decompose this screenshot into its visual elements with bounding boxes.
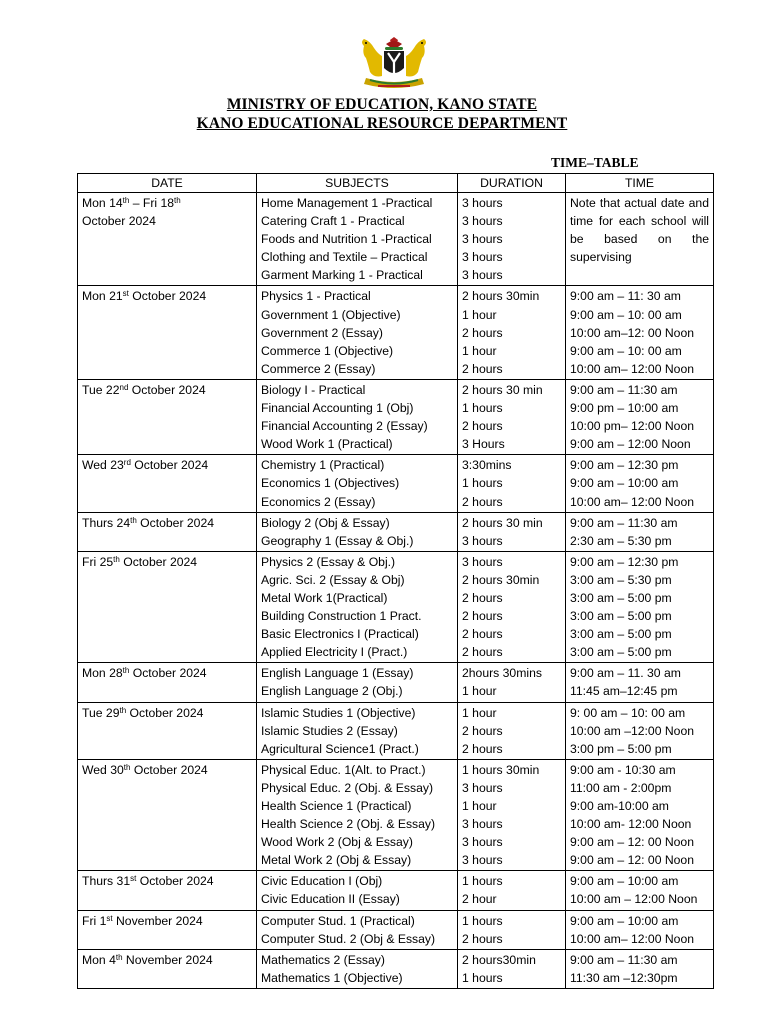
duration-entry: 2 hours bbox=[462, 361, 503, 376]
column-header-subjects: SUBJECTS bbox=[257, 174, 458, 193]
time-cell bbox=[566, 910, 714, 949]
duration-cell bbox=[458, 551, 566, 663]
subjects-cell bbox=[257, 379, 458, 454]
duration-entry: 2 hour bbox=[462, 892, 497, 907]
duration-entry: 2 hours bbox=[462, 645, 503, 660]
subjects-cell bbox=[257, 193, 458, 286]
time-cell bbox=[566, 759, 714, 871]
time-entry: 9:00 am – 12: 00 Noon bbox=[570, 835, 694, 850]
subject-entry: Computer Stud. 1 (Practical) bbox=[261, 913, 415, 928]
time-cell bbox=[566, 379, 714, 454]
date-text: Tue 22 bbox=[82, 382, 120, 397]
time-entry: 11:30 am –12:30pm bbox=[570, 970, 678, 985]
duration-entry: 1 hour bbox=[462, 307, 497, 322]
subject-entry: English Language 2 (Obj.) bbox=[261, 684, 403, 699]
duration-entry: 1 hour bbox=[462, 705, 497, 720]
subjects-cell bbox=[257, 759, 458, 871]
duration-cell bbox=[458, 759, 566, 871]
duration-entry: 3 hours bbox=[462, 817, 503, 832]
duration-entry: 2 hours bbox=[462, 419, 503, 434]
date-text: October 2024 bbox=[130, 458, 209, 473]
subjects-cell bbox=[257, 512, 458, 551]
subjects-cell bbox=[257, 949, 458, 988]
subject-entry: Agricultural Science1 (Pract.) bbox=[261, 741, 419, 756]
time-entry: 10:00 am–12: 00 Noon bbox=[570, 325, 694, 340]
date-text: October 2024 bbox=[136, 515, 215, 530]
duration-entry: 2 hours bbox=[462, 609, 503, 624]
subjects-cell bbox=[257, 871, 458, 910]
time-entry: 10:00 am– 12:00 Noon bbox=[570, 494, 694, 509]
date-cell bbox=[78, 455, 257, 512]
date-cell bbox=[78, 910, 257, 949]
table-header-row bbox=[78, 174, 714, 193]
time-cell bbox=[566, 512, 714, 551]
table-row bbox=[78, 702, 714, 759]
duration-cell bbox=[458, 702, 566, 759]
time-entry: 9:00 am-10:00 am bbox=[570, 799, 669, 813]
date-text: October 2024 bbox=[136, 874, 214, 889]
time-entry: 10:00 pm– 12:00 Noon bbox=[570, 419, 694, 434]
subject-entry: Clothing and Textile – Practical bbox=[261, 250, 428, 265]
date-ordinal-suffix: st bbox=[106, 913, 113, 923]
duration-entry: 3 hours bbox=[462, 214, 503, 229]
duration-cell bbox=[458, 512, 566, 551]
duration-entry: 2 hours 30min bbox=[462, 289, 540, 304]
date-text: Mon 28 bbox=[82, 666, 123, 681]
time-entry: 3:00 am – 5:00 pm bbox=[570, 627, 672, 642]
date-text: Mon 14 bbox=[82, 196, 123, 210]
time-entry: 9:00 pm – 10:00 am bbox=[570, 401, 679, 416]
date-cell bbox=[78, 193, 257, 286]
time-entry: 9:00 am – 10:00 am bbox=[570, 874, 679, 889]
subject-entry: Biology I - Practical bbox=[261, 382, 366, 397]
duration-entry: 2 hours30min bbox=[462, 952, 536, 967]
time-entry: 11:45 am–12:45 pm bbox=[570, 684, 678, 699]
duration-entry: 1 hours bbox=[462, 913, 503, 928]
time-entry: 10:00 am – 12:00 Noon bbox=[570, 892, 698, 907]
subject-entry: Home Management 1 -Practical bbox=[261, 196, 433, 210]
duration-cell bbox=[458, 949, 566, 988]
duration-entry: 2 hours bbox=[462, 627, 503, 642]
subject-entry: Civic Education I (Obj) bbox=[261, 874, 383, 889]
subject-entry: Computer Stud. 2 (Obj & Essay) bbox=[261, 931, 436, 946]
subject-entry: Building Construction 1 Pract. bbox=[261, 609, 422, 624]
date-text: Wed 23 bbox=[82, 458, 124, 473]
time-entry: 11:00 am - 2:00pm bbox=[570, 780, 672, 795]
date-text: October 2024 bbox=[129, 666, 207, 681]
date-text: Tue 29 bbox=[82, 705, 120, 720]
table-row bbox=[78, 512, 714, 551]
subjects-cell bbox=[257, 663, 458, 702]
duration-entry: 3 hours bbox=[462, 533, 503, 548]
time-entry: 10:00 am- 12:00 Noon bbox=[570, 817, 692, 832]
date-text: October 2024 bbox=[82, 214, 156, 229]
supervision-note: Note that actual date and time for each school will be based on the supervising bbox=[570, 196, 709, 265]
duration-entry: 2 hours bbox=[462, 325, 503, 340]
duration-entry: 2 hours 30 min bbox=[462, 382, 543, 397]
table-row bbox=[78, 286, 714, 379]
table-row bbox=[78, 551, 714, 663]
date-ordinal-suffix: th bbox=[122, 196, 130, 205]
date-text: Mon 4 bbox=[82, 952, 116, 967]
duration-entry: 1 hours bbox=[462, 401, 503, 416]
subject-entry: Geography 1 (Essay & Obj.) bbox=[261, 533, 414, 548]
duration-entry: 1 hours bbox=[462, 476, 503, 491]
time-entry: 3:00 am – 5:00 pm bbox=[570, 609, 672, 624]
subject-entry: English Language 1 (Essay) bbox=[261, 666, 414, 681]
table-row bbox=[78, 663, 714, 702]
subject-entry: Civic Education II (Essay) bbox=[261, 892, 400, 907]
subject-entry: Biology 2 (Obj & Essay) bbox=[261, 515, 390, 530]
subject-entry: Government 2 (Essay) bbox=[261, 325, 383, 340]
column-header-duration: DURATION bbox=[458, 174, 566, 193]
time-entry: 9: 00 am – 10: 00 am bbox=[570, 705, 686, 720]
duration-cell bbox=[458, 379, 566, 454]
date-text: Thurs 31 bbox=[82, 874, 131, 889]
time-entry: 3:00 am – 5:00 pm bbox=[570, 645, 672, 660]
subject-entry: Metal Work 2 (Obj & Essay) bbox=[261, 853, 412, 868]
time-entry: 3:00 am – 5:00 pm bbox=[570, 590, 672, 605]
time-cell bbox=[566, 702, 714, 759]
date-text: October 2024 bbox=[128, 289, 207, 304]
subject-entry: Islamic Studies 2 (Essay) bbox=[261, 723, 398, 738]
duration-cell bbox=[458, 455, 566, 512]
time-entry: 10:00 am– 12:00 Noon bbox=[570, 361, 694, 376]
date-ordinal-suffix: th bbox=[123, 762, 131, 772]
duration-entry: 2hours 30mins bbox=[462, 666, 542, 681]
time-entry: 9:00 am – 12:00 Noon bbox=[570, 437, 691, 452]
subject-entry: Financial Accounting 1 (Obj) bbox=[261, 401, 414, 416]
date-ordinal-suffix: th bbox=[119, 705, 127, 715]
duration-entry: 1 hour bbox=[462, 799, 497, 813]
subject-entry: Metal Work 1(Practical) bbox=[261, 590, 388, 605]
date-cell bbox=[78, 702, 257, 759]
time-cell bbox=[566, 949, 714, 988]
date-text: October 2024 bbox=[119, 554, 198, 569]
time-cell bbox=[566, 455, 714, 512]
subject-entry: Commerce 2 (Essay) bbox=[261, 361, 376, 376]
subjects-cell bbox=[257, 551, 458, 663]
time-entry: 10:00 am– 12:00 Noon bbox=[570, 931, 694, 946]
table-row bbox=[78, 759, 714, 871]
date-text: October 2024 bbox=[126, 705, 204, 720]
duration-cell bbox=[458, 871, 566, 910]
date-text: Mon 21 bbox=[82, 289, 123, 304]
subject-entry: Health Science 2 (Obj. & Essay) bbox=[261, 817, 436, 832]
subject-entry: Mathematics 2 (Essay) bbox=[261, 952, 385, 967]
date-cell bbox=[78, 759, 257, 871]
coat-of-arms-emblem bbox=[352, 36, 436, 92]
date-cell bbox=[78, 663, 257, 702]
time-entry: 9:00 am – 12:30 pm bbox=[570, 554, 679, 569]
date-text: November 2024 bbox=[122, 952, 213, 967]
subject-entry: Financial Accounting 2 (Essay) bbox=[261, 419, 428, 434]
duration-cell bbox=[458, 663, 566, 702]
time-entry: 9:00 am – 12:30 pm bbox=[570, 458, 679, 473]
duration-entry: 1 hours bbox=[462, 874, 503, 889]
duration-entry: 2 hours bbox=[462, 590, 503, 605]
time-entry: 9:00 am – 10:00 am bbox=[570, 913, 679, 928]
duration-entry: 1 hours 30min bbox=[462, 762, 540, 777]
subject-entry: Economics 1 (Objectives) bbox=[261, 476, 400, 491]
date-ordinal-suffix: th bbox=[113, 554, 120, 564]
date-cell bbox=[78, 379, 257, 454]
time-entry: 9:00 am – 10: 00 am bbox=[570, 307, 682, 322]
time-entry: 3:00 am – 5:30 pm bbox=[570, 572, 672, 587]
column-header-date: DATE bbox=[78, 174, 257, 193]
subject-entry: Wood Work 2 (Obj & Essay) bbox=[261, 835, 413, 850]
time-cell bbox=[566, 286, 714, 379]
subjects-cell bbox=[257, 286, 458, 379]
table-row bbox=[78, 910, 714, 949]
subject-entry: Government 1 (Objective) bbox=[261, 307, 401, 322]
time-cell bbox=[566, 551, 714, 663]
duration-entry: 3 hours bbox=[462, 554, 503, 569]
subject-entry: Garment Marking 1 - Practical bbox=[261, 268, 423, 283]
date-ordinal-suffix: rd bbox=[123, 458, 131, 468]
table-row bbox=[78, 379, 714, 454]
date-ordinal-suffix: th bbox=[174, 196, 181, 205]
time-entry: 9:00 am – 11:30 am bbox=[570, 515, 678, 530]
subject-entry: Wood Work 1 (Practical) bbox=[261, 437, 393, 452]
duration-entry: 3 hours bbox=[462, 232, 503, 247]
date-cell bbox=[78, 512, 257, 551]
subject-entry: Economics 2 (Essay) bbox=[261, 494, 376, 509]
date-text: Wed 30 bbox=[82, 762, 124, 777]
table-row bbox=[78, 455, 714, 512]
time-entry: 9:00 am – 10:00 am bbox=[570, 476, 679, 491]
duration-entry: 3 hours bbox=[462, 268, 503, 283]
date-text: Fri 25 bbox=[82, 554, 114, 569]
date-text: November 2024 bbox=[112, 913, 203, 928]
duration-entry: 2 hours bbox=[462, 741, 503, 756]
subjects-cell bbox=[257, 702, 458, 759]
subject-entry: Catering Craft 1 - Practical bbox=[261, 214, 405, 229]
date-cell bbox=[78, 286, 257, 379]
time-entry: 9:00 am – 10: 00 am bbox=[570, 343, 682, 358]
duration-entry: 3:30mins bbox=[462, 458, 512, 473]
subject-entry: Mathematics 1 (Objective) bbox=[261, 970, 403, 985]
subject-entry: Basic Electronics I (Practical) bbox=[261, 627, 419, 642]
duration-entry: 3 hours bbox=[462, 780, 503, 795]
column-header-time: TIME bbox=[566, 174, 714, 193]
date-ordinal-suffix: st bbox=[130, 874, 137, 884]
duration-entry: 1 hour bbox=[462, 343, 497, 358]
date-cell bbox=[78, 551, 257, 663]
time-entry: 2:30 am – 5:30 pm bbox=[570, 533, 672, 548]
duration-entry: 3 hours bbox=[462, 853, 503, 868]
date-ordinal-suffix: th bbox=[115, 952, 123, 962]
subject-entry: Physical Educ. 2 (Obj. & Essay) bbox=[261, 780, 434, 795]
time-entry: 9:00 am – 11: 30 am bbox=[570, 289, 681, 304]
duration-entry: 2 hours 30min bbox=[462, 572, 540, 587]
date-ordinal-suffix: th bbox=[122, 666, 130, 676]
duration-entry: 2 hours bbox=[462, 723, 503, 738]
time-cell bbox=[566, 193, 714, 286]
duration-entry: 2 hours bbox=[462, 494, 503, 509]
date-ordinal-suffix: th bbox=[130, 515, 137, 525]
exam-timetable bbox=[77, 173, 714, 989]
date-text: – Fri 18 bbox=[129, 196, 175, 210]
time-cell bbox=[566, 663, 714, 702]
subject-entry: Physical Educ. 1(Alt. to Pract.) bbox=[261, 762, 426, 777]
subject-entry: Physics 1 - Practical bbox=[261, 289, 371, 304]
duration-entry: 2 hours 30 min bbox=[462, 515, 543, 530]
subject-entry: Health Science 1 (Practical) bbox=[261, 799, 412, 813]
subjects-cell bbox=[257, 455, 458, 512]
time-entry: 9:00 am – 11:30 am bbox=[570, 382, 678, 397]
date-text: October 2024 bbox=[130, 762, 208, 777]
time-entry: 3:00 pm – 5:00 pm bbox=[570, 741, 672, 756]
duration-entry: 1 hour bbox=[462, 684, 497, 699]
date-cell bbox=[78, 871, 257, 910]
subject-entry: Commerce 1 (Objective) bbox=[261, 343, 394, 358]
table-row bbox=[78, 871, 714, 910]
department-heading: KANO EDUCATIONAL RESOURCE DEPARTMENT bbox=[196, 115, 568, 132]
time-entry: 9:00 am - 10:30 am bbox=[570, 762, 676, 777]
time-entry: 9:00 am – 11. 30 am bbox=[570, 666, 681, 681]
date-text: Fri 1 bbox=[82, 913, 107, 928]
time-entry: 9:00 am – 12: 00 Noon bbox=[570, 853, 694, 868]
date-ordinal-suffix: nd bbox=[119, 382, 129, 392]
subject-entry: Islamic Studies 1 (Objective) bbox=[261, 705, 416, 720]
subjects-cell bbox=[257, 910, 458, 949]
duration-entry: 2 hours bbox=[462, 931, 503, 946]
subject-entry: Chemistry 1 (Practical) bbox=[261, 458, 385, 473]
date-cell bbox=[78, 949, 257, 988]
time-entry: 10:00 am –12:00 Noon bbox=[570, 723, 694, 738]
duration-entry: 3 hours bbox=[462, 250, 503, 265]
duration-cell bbox=[458, 910, 566, 949]
ministry-heading: MINISTRY OF EDUCATION, KANO STATE bbox=[226, 96, 538, 113]
date-ordinal-suffix: st bbox=[122, 289, 129, 299]
date-text: October 2024 bbox=[128, 382, 206, 397]
duration-cell bbox=[458, 193, 566, 286]
subject-entry: Agric. Sci. 2 (Essay & Obj) bbox=[261, 572, 405, 587]
duration-entry: 1 hours bbox=[462, 970, 503, 985]
subject-entry: Foods and Nutrition 1 -Practical bbox=[261, 232, 432, 247]
duration-entry: 3 hours bbox=[462, 835, 503, 850]
time-cell bbox=[566, 871, 714, 910]
duration-entry: 3 hours bbox=[462, 196, 503, 210]
table-row bbox=[78, 949, 714, 988]
subject-entry: Applied Electricity I (Pract.) bbox=[261, 645, 408, 660]
timetable-title: TIME–TABLE bbox=[551, 155, 639, 170]
duration-entry: 3 Hours bbox=[462, 437, 505, 452]
subject-entry: Physics 2 (Essay & Obj.) bbox=[261, 554, 396, 569]
date-text: Thurs 24 bbox=[82, 515, 131, 530]
table-row bbox=[78, 193, 714, 286]
time-entry: 9:00 am – 11:30 am bbox=[570, 952, 678, 967]
duration-cell bbox=[458, 286, 566, 379]
